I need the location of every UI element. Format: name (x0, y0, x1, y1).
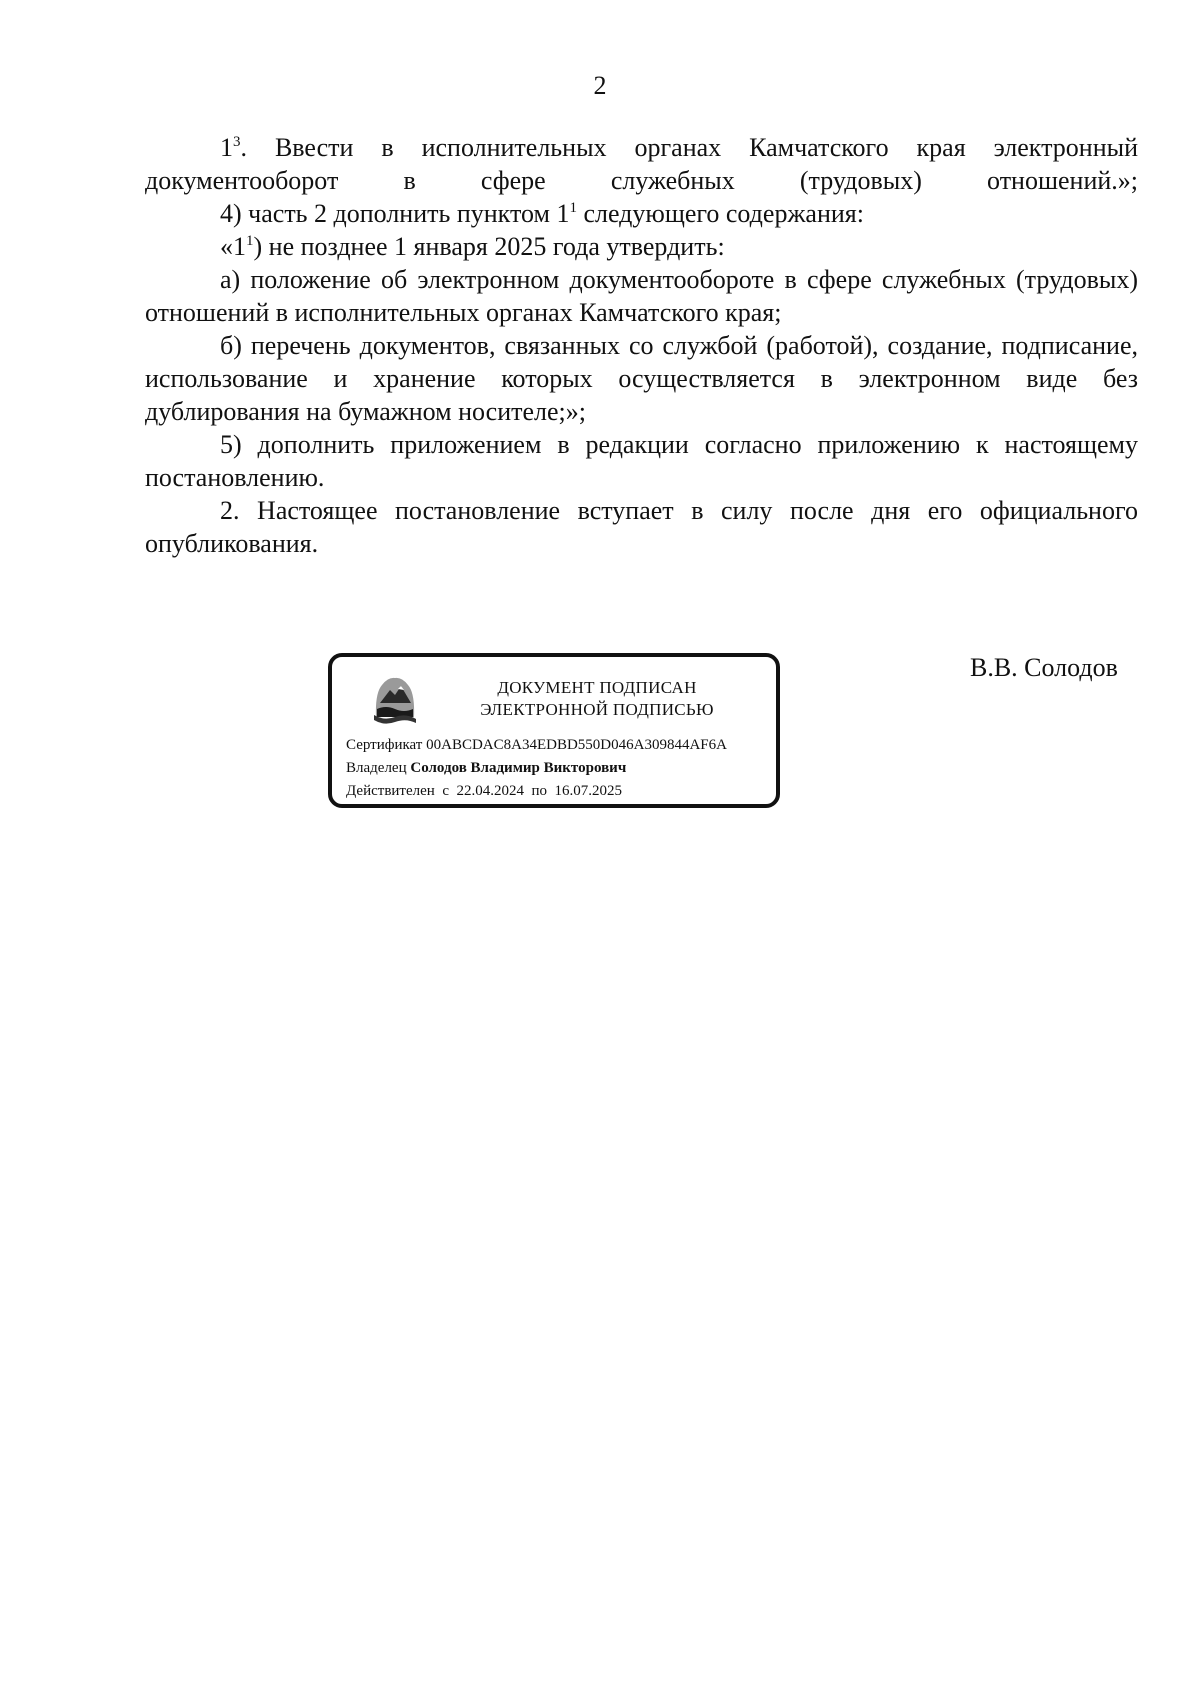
stamp-owner: Владелец Солодов Владимир Викторович (346, 760, 627, 776)
page-number: 2 (593, 71, 607, 100)
paragraph-point-1-1: «$1^1$) не позднее 1 января 2025 года утвердить: (220, 232, 725, 261)
document-body (145, 131, 1138, 560)
stamp-certificate: Сертификат 00ABCDAC8A34EDBD550D046A309844AF6A (346, 737, 727, 753)
kamchatka-coat-of-arms-icon (370, 673, 420, 729)
superscript: 1 (569, 200, 577, 216)
stamp-validity: Действителен с 22.04.2024 по 16.07.2025 (346, 783, 623, 799)
paragraph-clause-2: 2. Настоящее постановление вступает в силу после дня его официального опубликования. (145, 496, 1138, 558)
paragraph-item-5: 5) дополнить приложением в редакции согласно приложению к настоящему постановлению. (145, 430, 1138, 492)
paragraph-subitem-a: а) положение об электронном документообороте в сфере служебных (трудовых) отношений в исполнительных органах Камчатского края; (145, 265, 1138, 327)
paragraph-subitem-b: б) перечень документов, связанных со службой (работой), создание, подписание, использование и хранение которых осуществляется в электронном виде без дублирования на бумажном носителе;»; (145, 331, 1138, 426)
superscript: 3 (233, 134, 241, 150)
paragraph-item-4: 4) часть 2 дополнить пунктом $1^1$ следующего содержания: (220, 199, 864, 228)
superscript: 1 (246, 233, 254, 249)
stamp-title: ДОКУМЕНТ ПОДПИСАН ЭЛЕКТРОННОЙ ПОДПИСЬЮ (480, 678, 714, 719)
paragraph-1-3-intro: $1^3$. Ввести в исполнительных органах Камчатского края электронный документооборот в сфере служебных (трудовых) отношений.»; (145, 133, 1138, 195)
electronic-signature-stamp (328, 653, 780, 808)
signer-name: В.В. Солодов (970, 653, 1118, 682)
